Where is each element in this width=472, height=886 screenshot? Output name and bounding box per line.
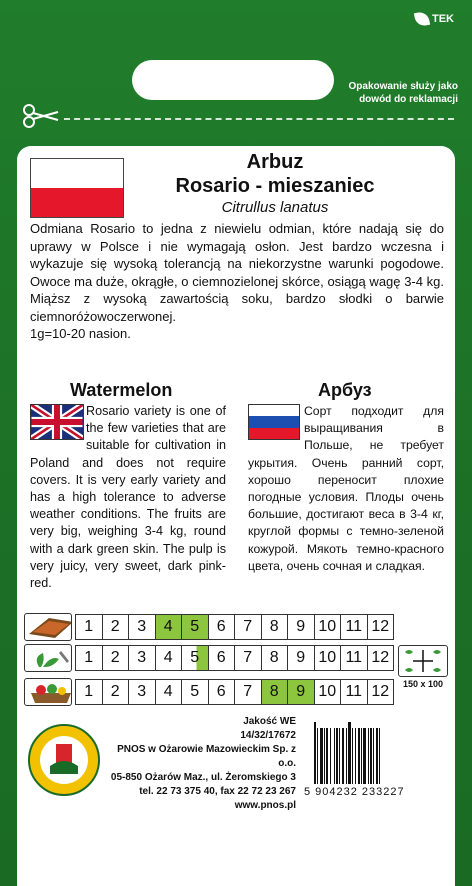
polish-flag-icon [30,158,124,218]
month-cell-1: 1 [75,679,103,705]
barcode-bar [380,728,383,784]
month-cell-7: 7 [234,645,262,671]
month-cell-12: 12 [367,614,395,640]
russian-text: Сорт подходит для выращивания в Польше, не требует укрытия. Очень ранний сорт, хорошо переносит плохие погодные условия. Плоды очень большие, достигают веса в 3-4 кг, круглой формы с темно-зеленой кожурой. Мякоть темно-красного цвета, очень сочная и сладкая. [248,404,444,573]
calendar-row-planting [24,645,394,671]
barcode-number: 5 904232 233227 [304,786,405,798]
month-cell-2: 2 [102,679,130,705]
month-cell-1: 1 [75,614,103,640]
company-info [100,715,296,813]
quality-class: Jakość WE [243,716,296,727]
month-cell-9: 9 [287,645,315,671]
company-name: PNOS w Ożarowie Mazowieckim Sp. z o.o. [117,744,296,769]
month-cell-3: 3 [128,645,156,671]
month-cell-5: 5 [181,614,209,640]
month-cell-2: 2 [102,645,130,671]
month-cell-6: 6 [208,614,236,640]
month-cell-7: 7 [234,679,262,705]
russian-heading: Арбуз [318,380,372,400]
month-cell-7: 7 [234,614,262,640]
complaint-note: Opakowanie służy jako dowód do reklamacji [348,81,458,105]
plant-spacing-icon [398,645,448,677]
month-cell-2: 2 [102,614,130,640]
plant-spacing-value: 150 x 100 [402,679,444,689]
cut-line [64,118,454,120]
month-cell-11: 11 [340,679,368,705]
product-name: Arbuz [246,151,304,173]
russian-description [248,403,444,575]
company-phone: tel. 22 73 375 40, fax 22 72 23 267 [139,786,296,797]
month-cell-10: 10 [314,614,342,640]
lot-code: 14/32/17672 [240,730,296,741]
tek-logo [415,12,454,26]
month-cell-6: 6 [208,645,236,671]
english-description [30,403,226,592]
month-cell-11: 11 [340,614,368,640]
month-cell-4: 4 [155,645,183,671]
calendar-row-sowing [24,614,394,640]
calendar-row-harvest [24,679,394,705]
description-polish-text: Odmiana Rosario to jedna z niewielu odmian, które nadają się do uprawy w Polsce i nie wymagają osłon. Jest bardzo wczesna i wykazuje się wysoką tolerancją na niekorzystne warunki pogodowe. Owoce ma duże, okrągłe, o ciemnozielonej skórce, osiągą wagę 3-4 kg. Miąższ z wysoką zawartością soku, bardzo słodki o barwie ciemnoróżowoczerwonej. [30,221,444,324]
month-cell-4: 4 [155,679,183,705]
month-cell-9: 9 [287,679,315,705]
latin-name: Citrullus lanatus [221,199,329,216]
month-cell-11: 11 [340,645,368,671]
pnos-logo [28,724,100,796]
month-cell-8: 8 [261,679,289,705]
english-text: Rosario variety is one of the few varieties that are suitable for cultivation in Poland and does not require covers. It is very early variety and has a high tolerance to adverse weather conditions. The fruits are very big, weighing 3-4 kg, round with a dark green skin. The pulp is very juicy, very sweet, dark pink-red. [30,404,226,591]
month-cell-12: 12 [367,679,395,705]
month-cell-8: 8 [261,645,289,671]
month-cell-10: 10 [314,645,342,671]
month-cell-5: 5 [181,645,209,671]
seeds-per-gram: 1g=10-20 nasion. [30,326,131,341]
month-cell-1: 1 [75,645,103,671]
seed-tray-icon [24,613,72,641]
tek-label: TEK [432,13,454,25]
leaf-icon [414,11,430,27]
month-cell-5: 5 [181,679,209,705]
month-cell-9: 9 [287,614,315,640]
month-cell-12: 12 [367,645,395,671]
product-title [150,150,400,218]
harvest-basket-icon [24,678,72,706]
product-variety: Rosario - mieszaniec [175,175,375,197]
company-address: 05-850 Ożarów Maz., ul. Żeromskiego 3 [110,772,296,783]
month-cell-6: 6 [208,679,236,705]
month-cell-3: 3 [128,679,156,705]
company-website: www.pnos.pl [234,800,296,811]
month-cell-3: 3 [128,614,156,640]
barcode-image [314,722,434,784]
month-cell-4: 4 [155,614,183,640]
hanging-hole [132,60,334,100]
description-polish [30,220,444,343]
month-cell-8: 8 [261,614,289,640]
scissors-icon [20,102,60,130]
month-cell-10: 10 [314,679,342,705]
seedling-icon [24,644,72,672]
english-heading: Watermelon [70,380,173,400]
